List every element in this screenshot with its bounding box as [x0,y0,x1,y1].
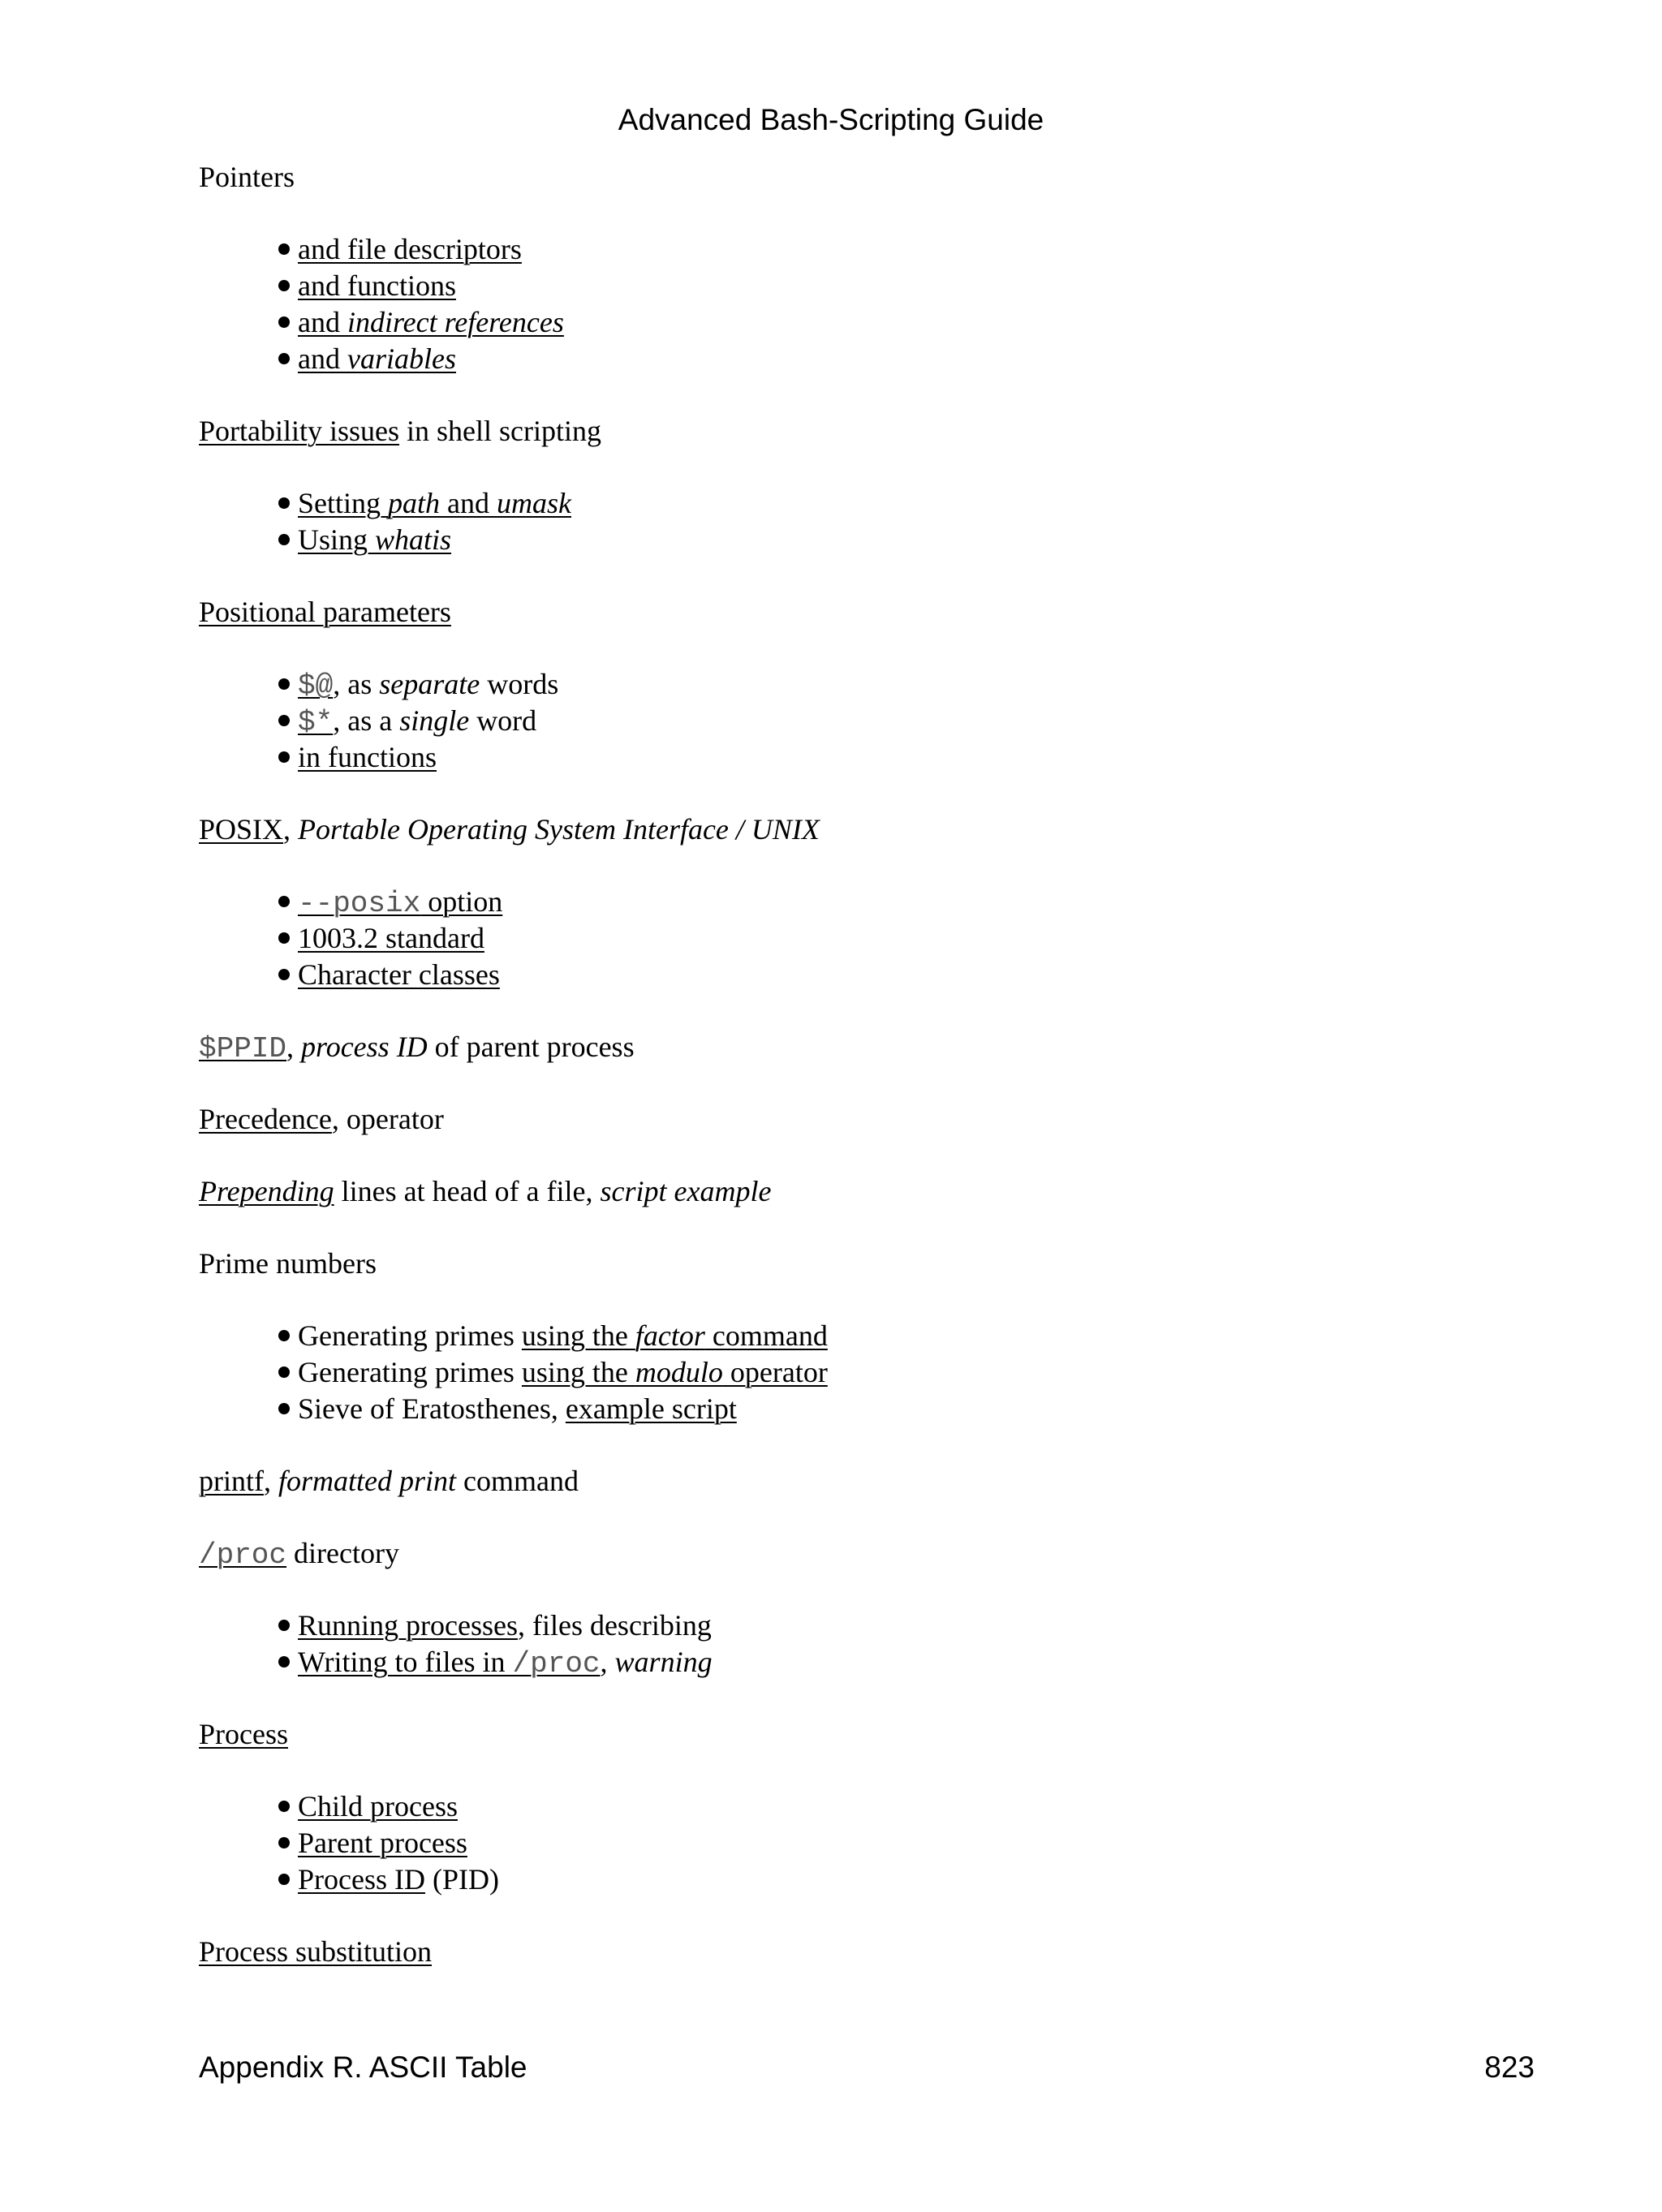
list-item [278,703,1538,739]
link-text: operator [722,1356,828,1388]
posix-sublist [199,884,1538,993]
list-item [278,1391,1538,1427]
link-text-italic: Prepending [199,1175,334,1207]
list-item [278,1354,1538,1391]
link-parent-process[interactable]: Parent process [298,1827,467,1859]
entry-text: of parent process [427,1031,635,1063]
index-entry-positional [199,594,1538,630]
link-process-id[interactable]: Process ID [298,1863,425,1896]
list-item [278,739,1538,776]
link-process[interactable]: Process [199,1718,288,1750]
entry-text: , [600,1646,615,1678]
list-item [278,304,1538,341]
entry-text: command [456,1465,579,1497]
index-entry-printf [199,1463,1538,1500]
code-text: $PPID [199,1032,287,1065]
list-item [278,1318,1538,1354]
list-item [278,1644,1538,1681]
prime-sublist [199,1318,1538,1427]
list-item [278,666,1538,703]
list-item [278,1788,1538,1825]
entry-text-italic: separate [379,668,480,700]
entry-text: lines at head of a file, [334,1175,601,1207]
link-precedence[interactable]: Precedence [199,1103,332,1135]
entry-text-italic: script example [600,1175,772,1207]
entry-text: (PID) [424,1863,499,1896]
link-dollar-star[interactable] [298,704,333,737]
entry-text-italic: warning [614,1646,713,1678]
list-item [278,341,1538,377]
link-running-processes[interactable]: Running processes [298,1609,518,1642]
page-header-title: Advanced Bash-Scripting Guide [618,103,1044,136]
entry-text: Generating primes [298,1319,522,1352]
portability-sublist [199,485,1538,558]
entry-text-italic: formatted print [278,1465,456,1497]
link-writing-to-proc[interactable] [298,1646,601,1681]
link-text: and [440,487,497,519]
link-printf[interactable]: printf [199,1465,264,1497]
link-1003-2-standard[interactable]: 1003.2 standard [298,922,484,954]
link-text: Using [298,523,376,556]
link-posix[interactable]: POSIX [199,813,284,846]
index-entry-proc [199,1535,1538,1572]
entry-text: Generating primes [298,1356,522,1388]
code-text: --posix [298,887,421,920]
link-text-italic: whatis [375,523,452,556]
link-portability-issues[interactable]: Portability issues [199,415,400,447]
page-number: 823 [1484,2051,1535,2084]
list-item [278,957,1538,993]
entry-text: , as a [333,704,400,737]
entry-text: Sieve of Eratosthenes, [298,1392,566,1425]
link-child-process[interactable]: Child process [298,1790,458,1823]
list-item [278,1825,1538,1861]
list-item [278,884,1538,920]
entry-text-italic: single [399,704,470,737]
list-item [278,1861,1538,1898]
link-in-functions[interactable]: in functions [298,741,437,773]
link-proc-directory[interactable] [199,1537,287,1572]
index-entry-prime-numbers [199,1246,1538,1282]
index-entry-portability [199,413,1538,450]
link-file-descriptors[interactable]: and file descriptors [298,233,522,265]
link-text: and [298,342,347,375]
code-text: /proc [512,1647,601,1681]
entry-text: , files describing [517,1609,712,1642]
index-content [199,159,1538,1970]
list-item [278,522,1538,558]
entry-text: word [469,704,537,737]
index-entry-prepending [199,1173,1538,1210]
link-dollar-at[interactable] [298,668,334,703]
entry-text: , as [333,668,380,700]
entry-text: in shell scripting [399,415,601,447]
index-entry-posix [199,811,1538,848]
index-entry-process [199,1716,1538,1753]
link-text: option [420,885,503,918]
list-item [278,485,1538,522]
link-text: Writing to files in [298,1646,513,1678]
code-text: $* [298,706,334,739]
link-character-classes[interactable]: Character classes [298,958,500,991]
link-text-italic: indirect references [347,306,564,338]
entry-text-italic: process ID [301,1031,428,1063]
entry-text: , operator [331,1103,444,1135]
link-ppid[interactable] [199,1031,286,1063]
proc-sublist [199,1607,1538,1681]
list-item [278,920,1538,957]
link-text: and [298,306,347,338]
link-setting-path-umask[interactable] [298,487,571,519]
entry-text: , [263,1465,278,1497]
link-posix-option[interactable] [298,885,502,918]
link-text: using the [521,1319,635,1352]
list-item [278,231,1538,268]
index-entry-process-substitution [199,1934,1538,1970]
list-item [278,268,1538,304]
link-positional-parameters[interactable]: Positional parameters [199,596,451,628]
link-indirect-references[interactable] [298,306,564,338]
link-prepending[interactable] [199,1175,334,1207]
link-process-substitution[interactable]: Process substitution [199,1935,433,1968]
link-text: using the [521,1356,635,1388]
page-footer [199,2045,1535,2090]
link-text-italic: factor [635,1319,705,1352]
link-text: command [704,1319,828,1352]
index-entry-pointers [199,159,1538,196]
link-text-italic: path [388,487,441,519]
entry-heading: Pointers [199,161,295,193]
link-text-italic: modulo [635,1356,723,1388]
index-entry-ppid [199,1029,1538,1065]
process-sublist [199,1788,1538,1898]
link-using-factor-command[interactable] [522,1319,828,1352]
link-text: Setting [298,487,389,519]
pointers-sublist [199,231,1538,377]
list-item [278,1607,1538,1644]
link-using-modulo-operator[interactable] [522,1356,828,1388]
entry-heading: Prime numbers [199,1247,377,1280]
link-example-script[interactable]: example script [565,1392,737,1425]
code-text: $@ [298,669,334,703]
entry-text: directory [286,1537,399,1569]
entry-text: , [283,813,299,846]
link-text-italic: umask [497,487,572,519]
link-using-whatis[interactable] [298,523,451,556]
entry-text: , [286,1031,302,1063]
entry-text-italic: Portable Operating System Interface / UNIX [298,813,820,846]
positional-sublist [199,666,1538,776]
code-text: /proc [199,1539,287,1572]
link-text-italic: variables [347,342,456,375]
entry-text: words [480,668,559,700]
index-entry-precedence [199,1101,1538,1138]
footer-chapter: Appendix R. ASCII Table [199,2051,527,2084]
link-functions[interactable]: and functions [298,269,456,302]
link-variables[interactable] [298,342,456,375]
